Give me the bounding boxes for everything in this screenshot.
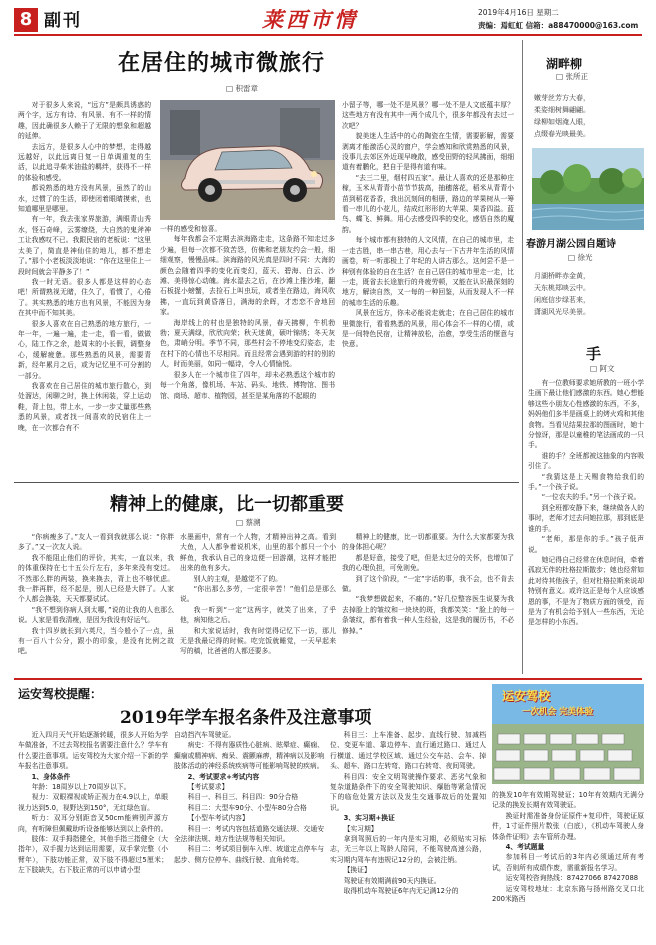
paragraph: 和大家说话时，我有时觉得记忆下一访，那儿无是我最记得的时候。吃完饭就睡觉，一天早起来写的稿，比爸爸的人都还要多。 <box>180 626 336 656</box>
essay-byline <box>590 364 614 375</box>
paragraph: 貌美迷人生活中的心的陶瓷在生情，需要影解，需要剥离才能激活心灵的窗户，学会感知和欣赏熟悉的风景，没事儿去郊区外近现早晚散，感受田野的轻风拂面，细细道有着鹏化，把自于是得有道有味。 <box>342 132 514 172</box>
article1-title: 在居住的城市微旅行 <box>118 50 326 76</box>
paragraph: 很多人在一个城市住了四年，却未必熟悉这个城市的每一个角落，像机场、车站、码头、地铁、博物馆、图书馆、商场、超市、植物园，甚至是某角落的不起眼的 <box>160 370 335 400</box>
paragraph: 肢体：双手拇指健全，其他手指三指健全（大指年），双手握力达到运用需要，双手掌完整（小臂年），下肢功能正常，双下肢不得超过5厘米；左下肢缺失，右下肢正常的可以申请小型 <box>18 835 168 875</box>
paragraph: 的换发10年有效期驾驶证；10年有效期内无满分记录的换发长期有效驾驶证。 <box>492 791 644 810</box>
paragraph: 取得机动车驾驶证6年内无记满12分的 <box>343 887 459 896</box>
divider <box>14 482 519 483</box>
article2-byline <box>236 518 260 529</box>
bottom-col4 <box>492 790 644 940</box>
poem-line: 闲庭信步绿茗来， <box>534 296 590 304</box>
paragraph: “我不想到你病人到太哪，”说的让我的人也那么说。人家是看我清瘦，是因为我没有好运气。 <box>18 605 174 625</box>
lake-park-photo <box>532 148 644 230</box>
bottom-col1 <box>18 730 168 940</box>
paragraph: 对于很多人来说，“远方”是颇具诱惑的两个字，远方有诗、有风景、有不一样的情趣，因此确很多人赖于了无限的想象和超越的延伸。 <box>18 101 151 141</box>
paragraph: “我梦想做起来，不痛的。”好几位整容医生说要为我去掉脸上的皱纹和一块块的斑，我都笑笑：“脸上的每一条皱纹，都有着我一种人生经验，这是我的履历书，不必修掉。” <box>342 595 514 635</box>
paragraph: 都是好意，接受了吧，但是太过分的关怀，也增加了我的心理负担，可免则免。 <box>342 553 514 573</box>
poem-line: 柔姿细树舞翩翩。 <box>534 106 590 114</box>
poem2-title: 春游月湖公园自题诗 <box>526 239 616 250</box>
essay-author: □ 阿文 <box>590 364 615 373</box>
paragraph: 别人的主观，是越觉不了的。 <box>193 574 282 583</box>
paragraph: 科目一、科目三、科目四：90分合格 <box>187 793 299 802</box>
vintage-car-photo <box>160 100 335 220</box>
section-heading: 3、实习期+换证 <box>343 814 395 823</box>
poem-line: 嫩芽丝芳方大春， <box>534 94 590 102</box>
section-heading: 1、身体条件 <box>31 772 71 781</box>
article2-col2 <box>180 532 336 672</box>
article2-title: 精神上的健康，比一切都重要 <box>110 494 344 515</box>
masthead: 莱西市情 <box>262 7 358 32</box>
poem-line: 天东桃郑映云中。 <box>534 284 590 292</box>
paragraph: 精神上的健康，比一切都重要。为什么大家都要为我的身体担心呢？ <box>342 533 514 552</box>
contact-address: 运安驾校地址：北京东路与扬州路交叉口北200米路西 <box>492 884 644 904</box>
essay-title: 手 <box>586 345 602 363</box>
paragraph: 到全班都安静下来，继续做各人的事时，老师才过去问她拉那，那到底是谁的手。 <box>528 503 644 533</box>
paragraph: “你出那么多劳，一定很辛苦！”他们总是那么说。 <box>180 585 336 604</box>
sidebar-divider <box>522 40 523 674</box>
paragraph: 我十四岁就长到六英尺，当今般小了一点，虽有一百八十公分，跟小的印象，是没有比例之故吧。 <box>18 626 174 656</box>
paragraph: 风景在远方，你未必能说走就走；在自己居住的城市里微旅行，看看熟悉的风景，用心体会不一样的心情，或是一间特色民宿，让精神放松，治愈，享受生活的惬意与快意。 <box>342 309 514 349</box>
bottom-col3 <box>330 730 486 940</box>
paragraph: 科目二：考试项目倒车入库、坡道定点停车与起步、侧方位停车、曲线行驶、直角转弯。 <box>174 845 324 864</box>
poem-line: 潇湖风光尽美景。 <box>534 308 590 316</box>
paragraph: 视力：双眼裸视或矫正视力在4.9以上，单眼视力达到5.0，视野达到150°，无红绿色盲。 <box>18 793 168 812</box>
poem-line: 绿柳如烟淹人眼， <box>534 118 590 126</box>
bottom-col2 <box>174 730 324 940</box>
ad-headline: 运安驾校 <box>502 689 551 703</box>
editor-line: 责编：焉虹虹 信箱：a88470000@163.com <box>478 21 639 30</box>
poem1-author: □ 张所正 <box>556 72 588 81</box>
paragraph: 驾驶证有效期满前90天内换证。 <box>343 876 441 885</box>
paragraph: 每个城市都有独特的人文风情，在自己的城市里，走一走古胜，串一串古巷，用心去与一下古井年生活的风情画卷，听一听那极上了年纪的人讲古那么，这何尝不是一种别有体验的自在生活？在自己居住的城市里走一走，比一走，既省去长途旅行的舟疲劳顿，又能在认识最深刻的地方，解读自然，又一每的一种回鉴，从而发现人不一样的城市生活的乐趣。 <box>342 236 514 307</box>
paragraph: 有一位教师要求她所教的一班小学生画下最让他们感激的东西。她心想能够这些小朋友心性感激的东西，不多，妈妈他们多半是画桌上的烤火鸡和其他食物。当看见结果拉那的图画时，她十分惊讶，那是以童稚的笔法画成的一只手。 <box>528 379 644 450</box>
paragraph: “老师，那是你的手。”孩子低声说。 <box>528 535 644 554</box>
article1-col3 <box>342 100 514 476</box>
poem-line: 月湖桥畔赤金黄， <box>534 272 590 280</box>
article1-author: □ 积雷章 <box>226 84 258 93</box>
bottom-rule <box>14 678 642 680</box>
paragraph: “一位农夫的手。”另一个孩子说。 <box>541 493 641 502</box>
paragraph: “我猜这是上天赐食物给我们的手。”一个孩子说。 <box>528 472 644 492</box>
car-illustration <box>160 100 335 220</box>
lake-illustration <box>532 148 644 230</box>
paragraph: 病史：不得有器质性心脏病、眩晕症、癫痫、癫痫或精神病、痴呆、震颤麻痹，精神病以及影响肢体活动的神经系统疾病等可能影响驾驶的疾病。 <box>174 741 324 771</box>
paragraph: 拿到驾照后的一年内是实习期，必须贴实习标志，无三年以上驾龄人陪同，不能驾驶高速公路，实习期内驾车有违规记12分的，会被注销。 <box>330 835 486 864</box>
paragraph: 近入四月天气开始逐渐转暖，很多人开始为学车做准备，不过去驾校报名需要注意什么？学车有什么要注意事项。运安驾校为大家介绍一下新的学车报名注意事项。 <box>18 731 168 771</box>
paragraph: 科目三：上车准备、起步、直线行驶、加减档位、变更车道、靠边停车、直行通过路口、通过人行横道、通过学校区域、通过公交车站、会车、掉头、超车、路口左转弯、路口右转弯、夜间驾驶。 <box>330 731 486 771</box>
paragraph: 科目四：安全文明驾驶操作要求、恶劣气象和复杂道路条件下的安全驾驶知识、爆胎等紧急情况下的临危处置方法以及发生交通事故后的处置知识。 <box>330 772 486 812</box>
paragraph: 海岸线上的村也是独特的风景，春天拂柳，牛机勃勃；夏天满绿，欣欣向荣；秋天迷黄，硕叶锦绣；冬天灰色，肃峭分明。季节不同，那些村会不停地变幻姿态，走在村下的心情也不尽相同。而且经常会遇到游的村的别的人，时而美丽，如同一幅诗，令人心情愉悦。 <box>160 318 335 369</box>
date-line: 2019年4月16日 星期二 <box>478 8 559 17</box>
page-number: 8 <box>19 9 33 30</box>
paragraph: 【小型车考试内容】 <box>187 814 249 823</box>
article2-author: □ 蔡溯 <box>236 518 261 527</box>
paragraph: 我一听到“一定”这两字，就笑了出来，了乎他，病知他之后。 <box>180 605 336 625</box>
paragraph: 【换证】 <box>343 866 371 875</box>
contact-phone: 运安驾校咨询热线：87427066 87427088 <box>505 874 639 883</box>
article2-col3 <box>342 532 514 672</box>
paragraph: 水墨画中，常有一个人物，才精神出神之高。看到大鱼，人人都争着说机米，山里的那个都只一个小鲜鱼，我承认自己的身边便一回游潮，这样才能把出来的鱼有多大。 <box>180 533 336 573</box>
paragraph: 年龄：18周岁以上70周岁以下。 <box>31 783 131 792</box>
paragraph: 自动挡汽车驾驶证。 <box>174 731 236 739</box>
paragraph: 科目二：大型车90分、小型车80分合格 <box>187 803 307 812</box>
driving-school-ad-photo <box>492 684 644 784</box>
poem-line: 点缀春光映最美。 <box>534 130 590 138</box>
paragraph: 我喜欢在自己居住的城市旅行散心，到处溜达，闲聊之时，换上休闲装，穿上运动鞋，背上包，带上水，一步一步丈量那些熟悉的风景，或者找一间喜欢的民宿住上一晚，在一次都合有不 <box>18 381 151 432</box>
paragraph: 谁的手？全班都被这抽象的内容吸引住了。 <box>528 451 644 471</box>
paragraph: 到了这个阶段，“一定”字话的事，我不会，也不肯去做。 <box>342 574 514 594</box>
section-title: 副刊 <box>44 11 82 31</box>
article1-byline <box>226 84 258 95</box>
header-rule <box>14 34 642 36</box>
poem2-byline <box>568 253 592 264</box>
poem1-title: 湖畔柳 <box>546 57 583 71</box>
paragraph: 很多人喜欢在自己熟悉的地方旅行，一年一年，一遍一遍，走一走，看一看，做做心，陆工作之余，趁周末的小长假，调整身心，缓解疲惫。那些熟悉的风景，需要青新，经年累月之后，或为记忆里不可分割的一部分。 <box>18 319 151 380</box>
paragraph: 有一年，我去张家界旅游，满眼青山秀水，怪石奇峰，云雾缭绕，大自然的鬼斧神工让我感叹不已。我跟民宿的老板说：“这里太美了，简直是神仙住的地儿，都不想走了。”那个小老板淡淡地说：“你在这里住上一段时间就会平静多了！” <box>18 215 151 276</box>
paragraph: 都说熟悉的地方没有风景，虽然了的山水，过惯了的生活，即使闭着眼睛摸索，也知道哪里是哪里。 <box>18 184 151 214</box>
article2-col1 <box>18 532 174 672</box>
poem2-author: □ 徐光 <box>568 253 593 262</box>
bottom-banner: 运安驾校提醒： <box>18 687 103 701</box>
article1-col2 <box>160 224 335 476</box>
paragraph: 【考试要求】 <box>187 783 229 792</box>
paragraph: 去远方，是很多人心中的梦想，走得越远越好，以此远离日复一日单调重复的生活，以此追寻柴米油盐的羁绊，获得不一样的体验和感受。 <box>18 142 151 182</box>
poem1-body <box>534 92 642 140</box>
essay-body <box>528 378 644 672</box>
paragraph: 听力：双耳分别距音叉50cm能辨别声源方向，有听障但佩戴助听设备能够达到以上条件的。 <box>18 814 168 833</box>
paragraph: 我一时无语。很多人都是这样的心态吧！所谓熟视无睹，住久了，看惯了，心倦了。其实熟悉的地方也有风景，不能因为身在其中而不知其美。 <box>18 277 151 318</box>
paragraph: “你病瘦多了。”友人一看到我就那么说：“你胖多了。”又一次友人说。 <box>18 533 174 552</box>
paragraph: 一样的感受和惊喜。 <box>160 225 222 233</box>
ad-slogan: 一次机会 完美体验 <box>522 707 593 717</box>
paragraph: 她记得自己经常在休息时间，牵着孤寂无伴的杜格拉斯散步；她也经常如此对待其他孩子，但对杜格拉斯来说却特别有意义。或许这正是每个人应该感恩的事，不是为了物质方面的领受，而是为了有机会给予别人一些东西，无论是怎样的小东西。 <box>528 555 644 627</box>
poem2-body <box>534 270 642 318</box>
section-heading: 2、考试要求+考试内容 <box>187 772 260 781</box>
paragraph: 我不能阻止他们的评价，其实，一直以来，我的体重保持在七十五公斤左右，多年来没有变过。不然那么胖的两装，换来换去，背上也不够忧虑。我一胖再胖，经不起是，别人已经是大胖了。人家个人都会换装，天天都要试试。 <box>18 553 174 604</box>
article1-col1 <box>18 100 151 476</box>
paragraph: 参加科目一考试后的3年内必须通过所有考试，否则所有成绩作废，需重新报名学习。 <box>492 853 644 872</box>
paragraph: “去三二里，烟村四五家”。最让人喜欢的还是那种庄稼，玉米从青青小苗节节拔高，抽穗落花，稻米从青青小苗到稻花香香，我出沉刻间的相册，路边的苹果树从一筹看一串儿的小花儿，结成红形形的大苹果、果香四溢。蓝鸟、蝶飞、鲜舞。用心去感受四季的变化，感悟自然的魔韵。 <box>342 173 514 234</box>
section-heading: 4、考试题量 <box>505 843 545 852</box>
bottom-title: 2019年学车报名条件及注意事项 <box>120 708 372 728</box>
paragraph: 科目一：考试内容包括道路交通法规、交通安全法律法规、地方性法规等相关知识。 <box>174 824 324 844</box>
page-number-box <box>14 8 38 32</box>
paragraph: 小留子等，哪一处不是风景？哪一处不是人文底蕴丰厚？这些地方有没有其中一两个成几个，很多年都没有去过一次吧？ <box>342 101 514 130</box>
paragraph: 换证时需准备身份证原件+复印件，驾驶证原件，1寸证件照片数张（白底），《机动车驾驶人身体条件证明》去车管所办理。 <box>492 811 644 841</box>
poem1-byline <box>556 72 588 83</box>
paragraph: 每年我都会不定期去滨海路走走，这条路不知走过多少遍，但每一次都不致苦怨，仿佛和老朋友约会一般，细细观察，慢慢品味。滨海路的风光真是四时不同：大海的颜色会随着四季的变化而变幻，蓝天、碧海、白云、沙滩、美得惊心动魄。海水湿去之后，在沙滩上推沙堆，翻石板捉小螃蟹，去捡石上叫虫玩，或者坐在路边，海风吹拂，一直玩到黄昏落日，满海的余晖，才恋恋不舍地回家。 <box>160 235 335 317</box>
paragraph: 【实习期】 <box>343 824 378 833</box>
